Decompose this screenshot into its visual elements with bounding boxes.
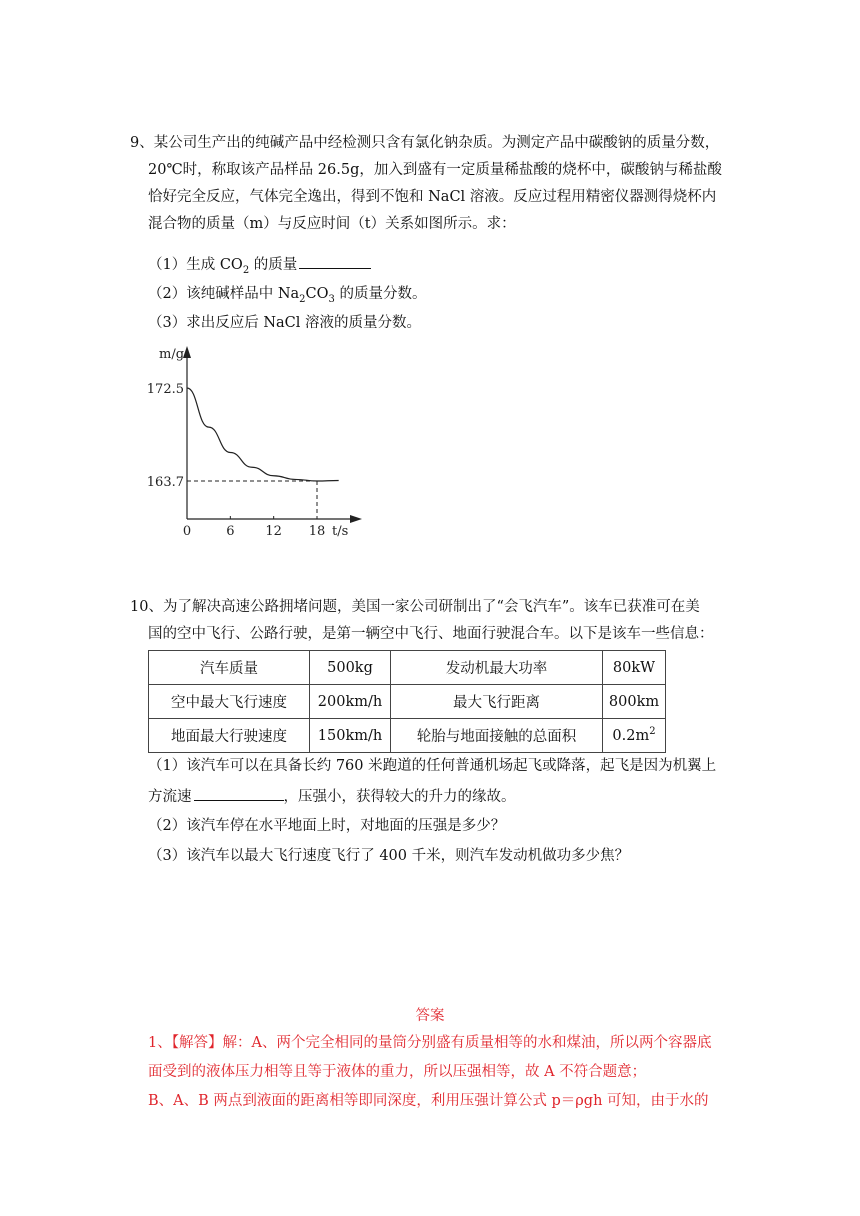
table-cell: 800km	[603, 685, 666, 719]
q9-subquestion-1	[148, 254, 371, 275]
table-cell: 最大飞行距离	[391, 685, 603, 719]
table-cell: 汽车质量	[149, 651, 310, 685]
table-row	[149, 719, 666, 753]
q10-line-2: 国的空中飞行、公路行驶，是第一辆空中飞行、地面行驶混合车。以下是该车一些信息：	[148, 626, 714, 642]
q10-sub1-answer-blank[interactable]	[194, 786, 284, 801]
table-cell: 发动机最大功率	[391, 651, 603, 685]
x-tick-label: 18	[308, 524, 326, 538]
q9-sub1-subscript: 2	[242, 264, 250, 276]
area-value: 0.2m	[612, 727, 650, 744]
answer-heading: 答案	[415, 1008, 445, 1024]
q9-sub2-subscript-2: 3	[328, 293, 335, 305]
x-tick-label: 12	[265, 524, 282, 538]
y-axis-arrow	[183, 346, 191, 358]
chart-axes	[183, 346, 362, 523]
x-axis-arrow	[350, 515, 362, 523]
q9-sub1-text-end: 的质量	[249, 257, 298, 273]
q10-sub1-text: 方流速	[148, 789, 192, 805]
q10-subquestion-3: （3）该汽车以最大飞行速度飞行了 400 千米，则汽车发动机做功多少焦？	[148, 848, 630, 864]
q10-sub1-text-end: ，压强小，获得较大的升力的缘故。	[283, 789, 516, 805]
area-exponent: 2	[649, 725, 656, 737]
q9-sub2-text-mid: CO	[305, 286, 329, 302]
table-cell: 200km/h	[310, 685, 391, 719]
table-cell: 地面最大行驶速度	[149, 719, 310, 753]
chart-guides	[187, 481, 317, 519]
series-line	[187, 388, 339, 481]
x-axis-title: t/s	[332, 524, 349, 538]
car-info-table	[148, 650, 666, 753]
q9-line-3: 恰好完全反应，气体完全逸出，得到不饱和 NaCl 溶液。反应过程用精密仪器测得烧杯内	[148, 189, 717, 205]
table-cell: 500kg	[310, 651, 391, 685]
table-cell: 80kW	[603, 651, 666, 685]
answer-line-2: 面受到的液体压力相等且等于液体的重力，所以压强相等，故 A 不符合题意；	[148, 1064, 647, 1080]
answer-line-1: 1、【解答】解：A、两个完全相同的量筒分别盛有质量相等的水和煤油，所以两个容器底	[148, 1035, 712, 1051]
table-row	[149, 651, 666, 685]
chart-labels	[147, 347, 349, 538]
table-cell: 150km/h	[310, 719, 391, 753]
q10-line-1: 10、为了解决高速公路拥堵问题，美国一家公司研制出了“会飞汽车”。该车已获准可在美	[130, 599, 700, 615]
q9-sub2-text-end: 的质量分数。	[334, 286, 427, 302]
table-row	[149, 685, 666, 719]
q10-subquestion-1b	[148, 786, 516, 807]
q9-sub2-subscript-1: 2	[299, 293, 306, 305]
x-tick-label: 6	[226, 524, 235, 538]
q9-subquestion-2	[148, 284, 427, 304]
q9-sub2-text: （2）该纯碱样品中 Na	[148, 286, 300, 302]
q9-sub1-answer-blank[interactable]	[299, 254, 371, 269]
chart-curve	[187, 388, 339, 481]
q9-sub1-text: （1）生成 CO	[148, 257, 243, 273]
q10-subquestion-2: （2）该汽车停在水平地面上时，对地面的压强是多少？	[148, 818, 506, 834]
y-tick-label: 172.5	[146, 382, 184, 397]
q9-line-1: 9、某公司生产出的纯碱产品中经检测只含有氯化钠杂质。为测定产品中碳酸钠的质量分数，	[130, 135, 720, 151]
y-tick-label: 163.7	[146, 475, 184, 490]
q9-subquestion-3: （3）求出反应后 NaCl 溶液的质量分数。	[148, 315, 422, 331]
q10-subquestion-1a: （1）该汽车可以在具备长约 760 米跑道的任何普通机场起飞或降落，起飞是因为机翼上	[148, 758, 717, 774]
answer-line-3: B、A、B 两点到液面的距离相等即同深度，利用压强计算公式 p＝ρgh 可知，由于水的	[148, 1093, 709, 1109]
y-axis-title: m/g	[159, 347, 185, 362]
q9-line-2: 20℃时，称取该产品样品 26.5g，加入到盛有一定质量稀盐酸的烧杯中，碳酸钠与稀盐酸	[148, 162, 722, 178]
table-cell: 轮胎与地面接触的总面积	[391, 719, 603, 753]
table-cell: 空中最大飞行速度	[149, 685, 310, 719]
mass-time-chart	[145, 338, 370, 538]
q9-line-4: 混合物的质量（m）与反应时间（t）关系如图所示。求：	[148, 216, 516, 232]
table-cell	[603, 719, 666, 753]
x-tick-label: 0	[182, 524, 192, 538]
